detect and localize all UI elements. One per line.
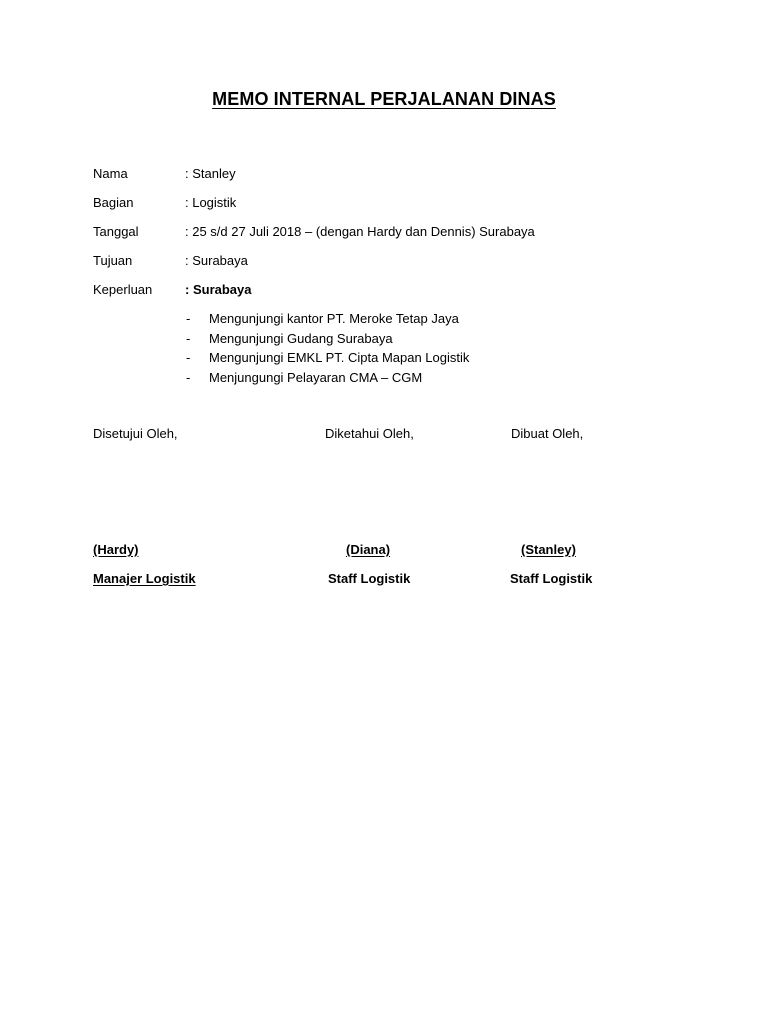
field-value	[185, 281, 252, 299]
field-value-prefix: :	[185, 282, 193, 297]
signature-role-approver: Manajer Logistik	[93, 571, 196, 586]
signature-name-acknowledger: (Diana)	[346, 542, 391, 557]
field-value: : Surabaya	[185, 253, 248, 268]
list-item	[186, 348, 469, 368]
list-marker: -	[186, 311, 191, 326]
signature-role-acknowledger: Staff Logistik	[328, 571, 411, 586]
list-item	[186, 329, 469, 349]
signature-name-creator: (Stanley)	[521, 542, 576, 557]
list-marker: -	[186, 369, 191, 385]
field-value: : 25 s/d 27 Juli 2018 – (dengan Hardy dan Dennis) Surabaya	[185, 224, 535, 239]
field-label: Nama	[93, 166, 128, 181]
field-value: : Stanley	[185, 166, 236, 181]
signature-header-acknowledged: Diketahui Oleh,	[325, 426, 414, 441]
list-marker: -	[186, 350, 191, 365]
list-item-text: Menjungungi Pelayaran CMA – CGM	[209, 369, 423, 385]
signature-header-approved: Disetujui Oleh,	[93, 426, 178, 441]
list-item-text: Mengunjungi kantor PT. Meroke Tetap Jaya	[209, 311, 459, 326]
list-item	[186, 368, 469, 388]
field-value-text: Surabaya	[192, 282, 252, 297]
list-item-text: Mengunjungi Gudang Surabaya	[209, 330, 393, 346]
signature-name-approver: (Hardy)	[93, 542, 139, 557]
signature-role-creator: Staff Logistik	[510, 571, 593, 586]
field-label: Bagian	[93, 195, 134, 210]
purpose-list	[186, 309, 469, 387]
list-marker: -	[186, 330, 191, 346]
memo-title: MEMO INTERNAL PERJALANAN DINAS	[212, 89, 556, 109]
list-item-text: Mengunjungi EMKL PT. Cipta Mapan Logistik	[209, 350, 470, 365]
field-label: Tujuan	[93, 253, 133, 268]
field-label: Tanggal	[93, 224, 139, 239]
signature-header-created: Dibuat Oleh,	[511, 426, 584, 441]
field-label: Keperluan	[93, 282, 153, 297]
field-value: : Logistik	[185, 195, 237, 210]
list-item	[186, 309, 469, 329]
